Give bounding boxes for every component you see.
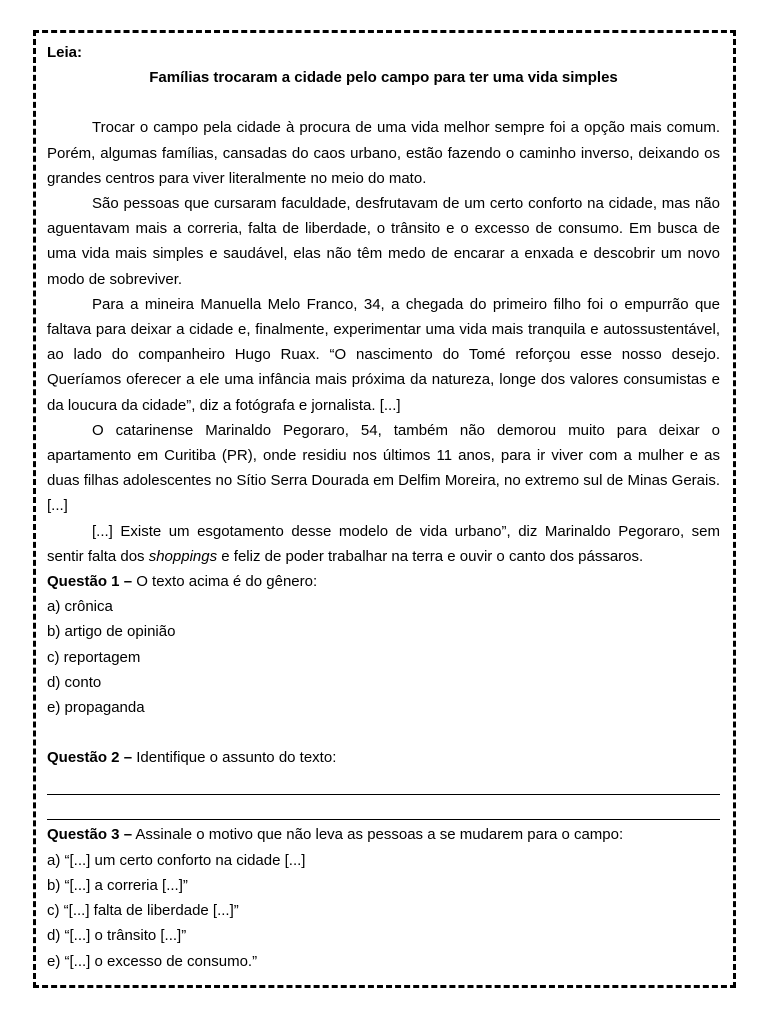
worksheet-content	[47, 40, 720, 974]
read-label: Leia:	[47, 44, 83, 61]
answer-line	[47, 772, 720, 795]
question-3	[47, 822, 720, 847]
answer-lines	[47, 772, 720, 820]
article-title: Famílias trocaram a cidade pelo campo para ter uma vida simples	[149, 69, 618, 87]
paragraph-5	[47, 519, 720, 569]
question-3-label: Questão 3 –	[47, 826, 133, 844]
q1-option-b: b) artigo de opinião	[47, 623, 176, 641]
q3-option-e: e) “[...] o excesso de consumo.”	[47, 952, 258, 970]
q1-option-c: c) reportagem	[47, 648, 141, 666]
question-1-text: O texto acima é do gênero:	[132, 573, 318, 591]
question-2	[47, 745, 720, 770]
paragraph-1: Trocar o campo pela cidade à procura de uma vida melhor sempre foi a opção mais comum. Porém, algumas famílias, cansadas do caos urbano, estão fazendo o caminho inverso, deixando os grandes centros para viver literalmente no meio do mato.	[47, 119, 720, 187]
q3-option-a: a) “[...] um certo conforto na cidade [...]	[47, 851, 306, 869]
q3-option-d: d) “[...] o trânsito [...]”	[47, 927, 187, 945]
spacer	[47, 720, 720, 745]
q1-option-e: e) propaganda	[47, 699, 145, 717]
paragraph-3: Para a mineira Manuella Melo Franco, 34, a chegada do primeiro filho foi o empurrão que faltava para deixar a cidade e, finalmente, experimentar uma vida mais tranquila e autossustentável, ao lado do companheiro Hugo Ruax. “O nascimento do Tomé reforçou esse nosso desejo. Queríamos oferecer a ele uma infância mais próxima da natureza, longe dos valores consumistas e da loucura da cidade”, diz a fotógrafa e jornalista. [...]	[47, 295, 720, 414]
q3-option-c: c) “[...] falta de liberdade [...]”	[47, 902, 239, 920]
q3-option-b: b) “[...] a correria [...]”	[47, 876, 188, 894]
paragraph-5-italic: shoppings	[148, 547, 218, 565]
paragraph-4: O catarinense Marinaldo Pegoraro, 54, também não demorou muito para deixar o apartamento em Curitiba (PR), onde residiu nos últimos 11 anos, para ir viver com a mulher e as duas filhas adolescentes no Sítio Serra Dourada em Delfim Moreira, no extremo sul de Minas Gerais. [...]	[47, 421, 720, 515]
paragraph-5-text: [...] Existe um esgotamento desse modelo de vida urbano”, diz Marinaldo Pegoraro, sem sentir falta dos	[47, 522, 720, 565]
q1-option-a: a) crônica	[47, 598, 113, 616]
q1-option-d: d) conto	[47, 673, 102, 691]
question-1-label: Questão 1 –	[47, 573, 133, 591]
paragraph-2: São pessoas que cursaram faculdade, desfrutavam de um certo conforto na cidade, mas não aguentavam mais a correria, falta de liberdade, o trânsito e o excesso de consumo. Em busca de uma vida mais simples e saudável, elas não têm medo de encarar a enxada e descobrir um novo modo de sobreviver.	[47, 195, 720, 288]
answer-line	[47, 797, 720, 820]
question-2-label: Questão 2 –	[47, 749, 133, 767]
question-3-text: Assinale o motivo que não leva as pessoas a se mudarem para o campo:	[132, 826, 624, 844]
question-1	[47, 569, 720, 594]
question-2-text: Identifique o assunto do texto:	[132, 749, 337, 767]
paragraph-5-text-end: e feliz de poder trabalhar na terra e ouvir o canto dos pássaros.	[217, 547, 644, 565]
